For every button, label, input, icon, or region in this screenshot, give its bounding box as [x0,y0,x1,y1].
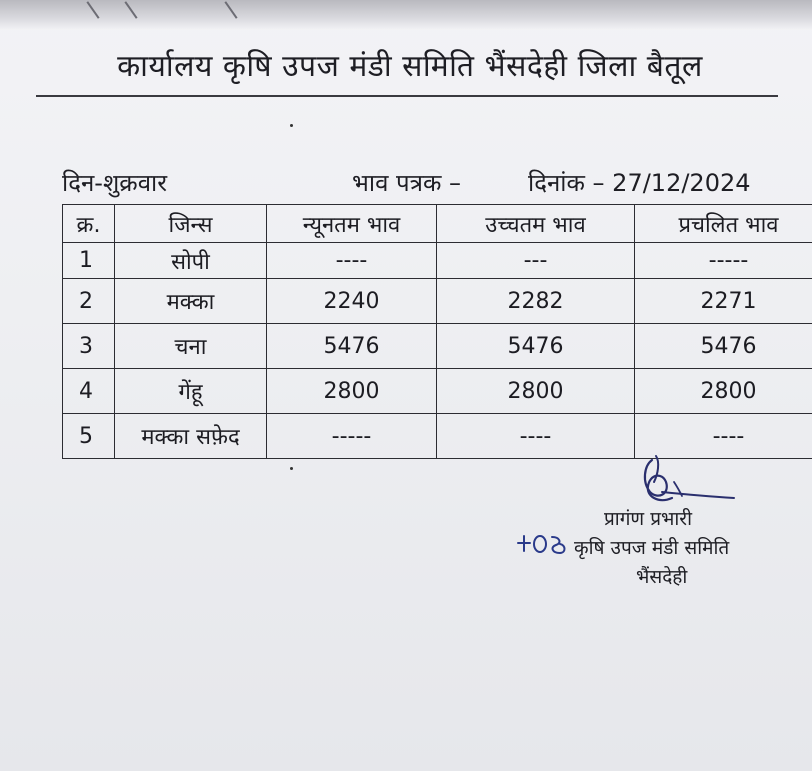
cell-min-price: ----- [267,414,437,459]
cell-min-price: 5476 [267,324,437,369]
cell-max-price: ---- [437,414,635,459]
handwritten-signature [622,452,742,512]
ink-dot [290,467,293,470]
cell-commodity: चना [115,324,267,369]
office-title: कार्यालय कृषि उपज मंडी समिति भैंसदेही जिला बैतूल [117,49,703,84]
day-label: दिन-शुक्रवार [62,169,168,197]
signatory-place: भैंसदेही [636,566,688,588]
table-row [63,279,812,324]
cell-commodity: गेंहू [115,369,267,414]
cell-min-price: ---- [267,243,437,279]
col-header-commodity: जिन्स [115,205,267,243]
paper-edge-mark [86,1,99,19]
paper-edge-mark [224,1,237,19]
rate-sheet-label: भाव पत्रक – [352,169,462,197]
cell-max-price: 5476 [437,324,635,369]
cell-commodity: मक्का सफ़ेद [115,414,267,459]
col-header-modal-price: प्रचलित भाव [635,205,812,243]
cell-modal-price: ----- [635,243,812,279]
cell-min-price: 2800 [267,369,437,414]
cell-max-price: 2282 [437,279,635,324]
cell-commodity: मक्का [115,279,267,324]
cell-modal-price: 2800 [635,369,812,414]
cell-sn: 1 [63,243,115,279]
table-row [63,369,812,414]
cell-modal-price: 2271 [635,279,812,324]
cell-max-price: 2800 [437,369,635,414]
col-header-min-price: न्यूनतम भाव [267,205,437,243]
cell-modal-price: ---- [635,414,812,459]
signatory-designation: प्रागंण प्रभारी [604,508,692,530]
cell-sn: 3 [63,324,115,369]
col-header-sn: क्र. [63,205,115,243]
date-label: दिनांक – 27/12/2024 [528,169,751,197]
rate-table [62,204,812,459]
page-top-shadow [0,0,812,30]
title-underline [36,95,778,97]
table-row [63,324,812,369]
signatory-organisation: कृषि उपज मंडी समिति [574,537,730,559]
ink-dot [290,124,293,127]
paper-edge-mark [124,1,137,19]
cell-modal-price: 5476 [635,324,812,369]
col-header-max-price: उच्चतम भाव [437,205,635,243]
handwritten-note [516,529,570,557]
table-header-row [63,205,812,243]
cell-max-price: --- [437,243,635,279]
cell-min-price: 2240 [267,279,437,324]
cell-commodity: सोपी [115,243,267,279]
table-row [63,243,812,279]
cell-sn: 4 [63,369,115,414]
cell-sn: 5 [63,414,115,459]
cell-sn: 2 [63,279,115,324]
